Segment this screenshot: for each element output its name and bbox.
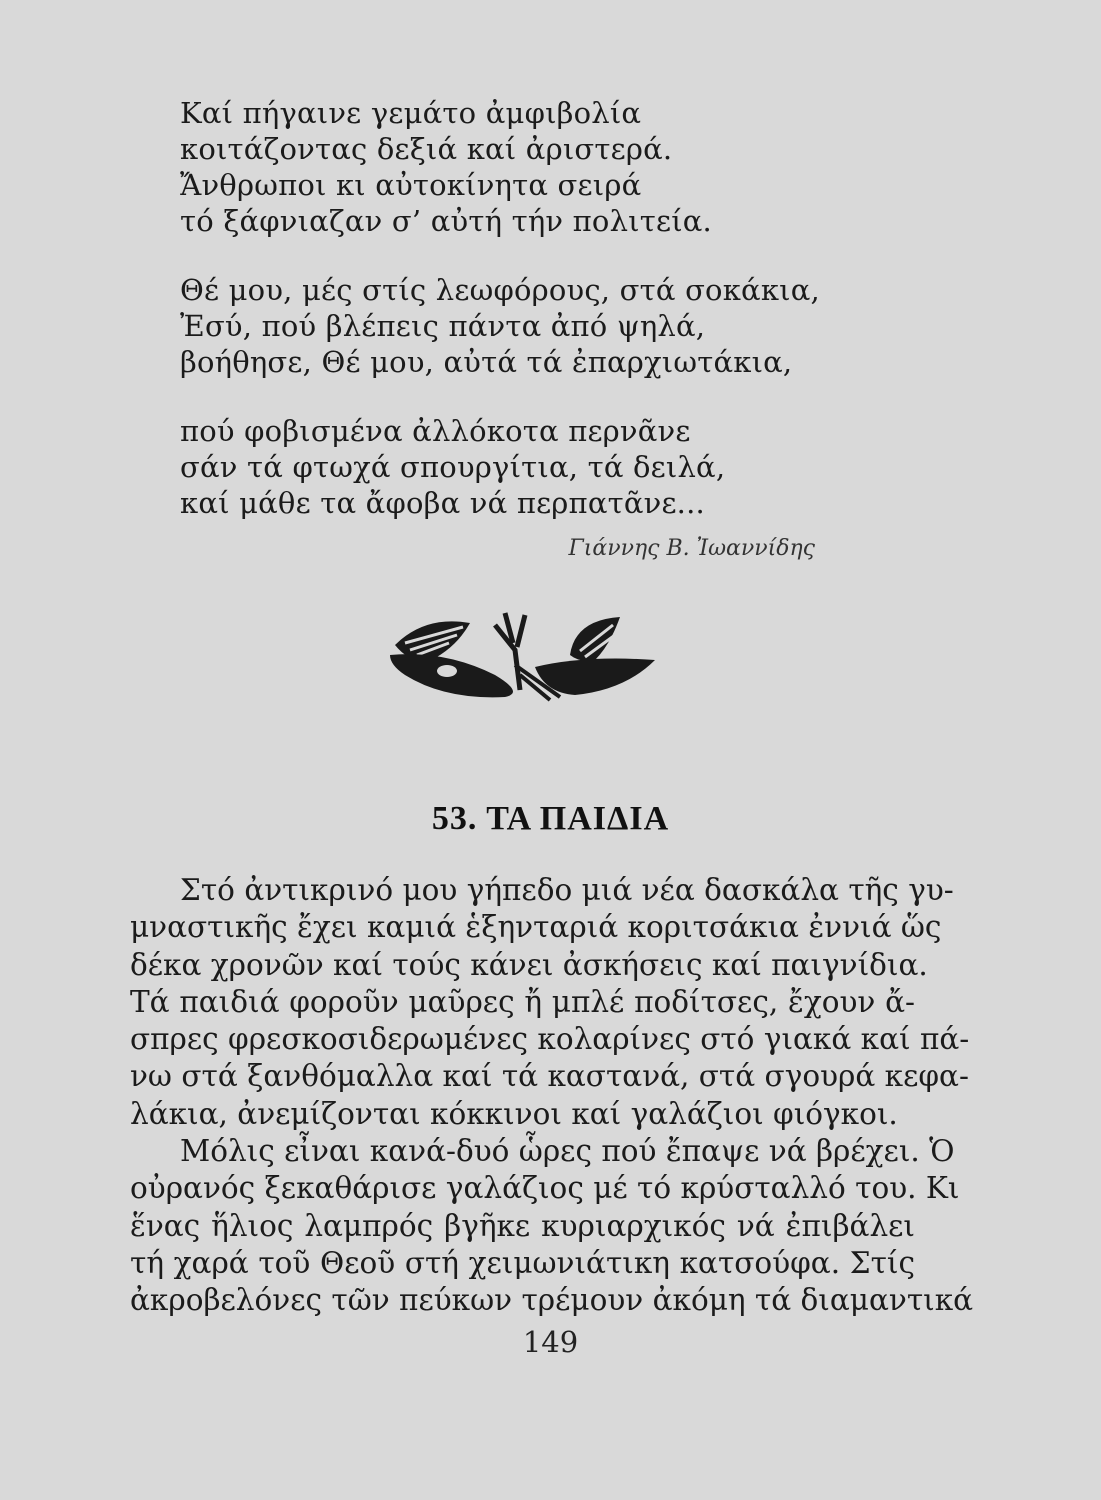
text-line: λάκια, ἀνεμίζονται κόκκινοι καί γαλάζιοι φιόγκοι.: [130, 1096, 898, 1131]
text-line: δέκα χρονῶν καί τούς κάνει ἀσκήσεις καί παιγνίδια.: [130, 947, 928, 982]
text-line: μναστικῆς ἔχει καμιά ἑξηνταριά κοριτσάκια ἐννιά ὥς: [130, 910, 942, 945]
text-line: σπρες φρεσκοσιδερωμένες κολαρίνες στό γιακά καί πά-: [130, 1022, 970, 1057]
page-number: 149: [522, 1325, 579, 1359]
poem-line: βοήθησε, Θέ μου, αὐτά τά ἐπαρχιωτάκια,: [180, 345, 793, 379]
paragraph-2: [130, 1133, 974, 1319]
text-line: ἀκροβελόνες τῶν πεύκων τρέμουν ἀκόμη τά διαμαντικά: [130, 1283, 974, 1318]
poem-author: Γιάννης Β. Ἰωαννίδης: [568, 536, 815, 561]
poem-line: σάν τά φτωχά σπουργίτια, τά δειλά,: [180, 450, 726, 484]
text-line: Στό ἀντικρινό μου γήπεδο μιά νέα δασκάλα τῆς γυ-: [180, 873, 954, 907]
poem-line: Ἐσύ, πού βλέπεις πάντα ἀπό ψηλά,: [180, 309, 706, 343]
poem-line: τό ξάφνιαζαν σ’ αὐτή τήν πολιτεία.: [180, 204, 712, 238]
poem: [180, 95, 900, 554]
paragraph-1: [130, 872, 970, 1133]
prose-body: [130, 872, 974, 1320]
text-line: Μόλις εἶναι κανά-δυό ὧρες πού ἔπαψε νά βρέχει. Ὁ: [180, 1134, 955, 1169]
text-line: νω στά ξανθόμαλλα καί τά καστανά, στά σγουρά κεφα-: [130, 1059, 969, 1094]
poem-stanza-1: [180, 95, 900, 239]
floral-ornament-icon: [385, 605, 665, 705]
poem-line: Θέ μου, μές στίς λεωφόρους, στά σοκάκια,: [180, 273, 820, 307]
poem-line: Ἄνθρωποι κι αὐτοκίνητα σειρά: [180, 168, 642, 202]
text-line: οὐρανός ξεκαθάρισε γαλάζιος μέ τό κρύσταλλό του. Κι: [130, 1171, 960, 1206]
poem-stanza-3: [180, 413, 900, 521]
text-line: τή χαρά τοῦ Θεοῦ στή χειμωνιάτικη κατσούφα. Στίς: [130, 1245, 915, 1280]
poem-line: κοιτάζοντας δεξιά καί ἀριστερά.: [180, 132, 673, 166]
poem-line: Καί πήγαινε γεμάτο ἀμφιβολία: [180, 96, 642, 130]
section-heading: 53. ΤΑ ΠΑΙΔΙΑ: [431, 800, 670, 837]
poem-line: πού φοβισμένα ἀλλόκοτα περνᾶνε: [180, 414, 691, 448]
text-line: ἕνας ἥλιος λαμπρός βγῆκε κυριαρχικός νά ἐπιβάλει: [130, 1208, 915, 1243]
poem-line: καί μάθε τα ἄφοβα νά περπατᾶνε...: [180, 486, 705, 520]
text-line: Τά παιδιά φοροῦν μαῦρες ἤ μπλέ ποδίτσες, ἔχουν ἄ-: [130, 984, 915, 1019]
poem-stanza-2: [180, 272, 900, 380]
